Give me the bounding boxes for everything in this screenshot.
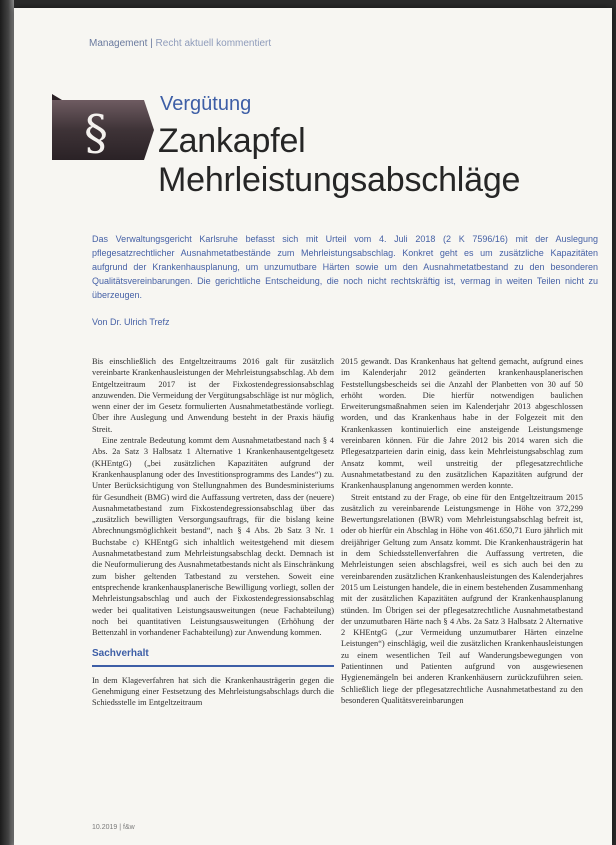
body-column-left: [92, 356, 334, 709]
body-paragraph: Eine zentrale Bedeutung kommt dem Ausnahmetatbestand nach § 4 Abs. 2a Satz 3 Halbsatz 1 Alternative 1 Krankenhausentgeltgesetz (KHEntgG) („bei zusätzlichen Kapazitäten aufgrund der Krankenhausplanung oder des Investitionsprogramms des Landes“) zu. Unter Berücksichtigung von Stellungnahmen des Bundesministeriums für Gesundheit (BMG) wird die Auffassung vertreten, dass der (neuere) Ausnahmetatbestand zum Fixkostendegressionsabschlag über das „zusätzlich bewilligten Versorgungsauftrags, für die bislang keine Abrechnungsmöglichkeit bestand“, nach § 4 Abs. 2b Satz 3 Nr. 1 Buchstabe c) KHEntgG sich inhaltlich weitestgehend mit diesem Ausnahmetatbestand zum Mehrleistungsabschlag deckt. Demnach ist die Neuformulierung des Ausnahmetatbestands nicht als Einschränkung zum bisher geltenden Tatbestand zu verstehen. Soweit eine entsprechende krankenhausplanerische Bewilligung vorliegt, sollen der Mehrleistungsabschlag und auch der Fixkostendegressionsabschlag weder bei qualitativen Leistungsausweitungen (neue Fachabteilung) noch bei quantitativen Leistungsausweitungen (Erhöhung der Bettenzahl in vorhandener Fachabteilung) zur Anwendung kommen.: [92, 436, 334, 638]
body-paragraph: Bis einschließlich des Entgeltzeitraums 2016 galt für zusätzlich vereinbarte Krankenhausleistungen der Mehrleistungsabschlag. Ab dem Entgeltzeitraum 2017 ist der Fixkostendegressionsabschlag anzuwenden. Die Vermeidung der Vergütungsabschläge ist nur möglich, wenn einer der im Gesetz formulierten Ausnahmetatbestände vorliegt. Über ihre Auslegung und Anwendung besteht in der Praxis häufig Streit.: [92, 357, 334, 434]
breadcrumb-section: Management: [89, 38, 148, 49]
paragraph-symbol: §: [84, 105, 108, 161]
body-column-right: [341, 356, 583, 706]
article-title-line1: Zankapfel: [158, 122, 306, 160]
page-footer: 10.2019 | f&w: [92, 824, 135, 831]
article-title-line2: Mehrleistungsabschläge: [158, 161, 521, 199]
article-title: [158, 122, 598, 200]
section-heading-rule: [92, 665, 334, 667]
body-paragraph: In dem Klageverfahren hat sich die Krankenhausträgerin gegen die Genehmigung einer Festsetzung des Mehrleistungsabschlags durch die Schiedsstelle im Entgeltzeitraum: [92, 675, 334, 708]
breadcrumb-separator: |: [150, 38, 153, 49]
article-kicker: Vergütung: [160, 93, 252, 115]
article-author: Von Dr. Ulrich Trefz: [92, 317, 170, 327]
document-page: [14, 8, 612, 845]
article-lead: Das Verwaltungsgericht Karlsruhe befasst sich mit Urteil vom 4. Juli 2018 (2 K 7596/16) mit der Auslegung pflegesatzrechtlicher Ausnahmetatbestände zum Mehrleistungsabschlag. Konkret geht es um zusätzliche Kapazitäten aufgrund der Krankenhausplanung, um unzumutbare Härten sowie um den Ausnahmetatbestand zu den besonderen Qualitätsvereinbarungen. Die gerichtliche Entscheidung, die noch nicht rechtskräftig ist, vermag in weiten Teilen nicht zu überzeugen.: [92, 234, 598, 300]
section-heading: Sachverhalt: [92, 648, 149, 660]
breadcrumb: [89, 38, 271, 49]
page-binding-edge: [0, 0, 14, 845]
body-paragraph: Streit entstand zu der Frage, ob eine für den Entgeltzeitraum 2015 zusätzlich zu vereinbarende Leistungsmenge in Höhe von 372,299 Bewertungsrelationen (BWR) vom Mehrleistungsabschlag befreit ist, oder ob hierfür ein Abschlag in Höhe von 461.650,71 Euro jährlich mit dreijähriger Geltung zum Ansatz kommt. Die Krankenhausträgerin hat in dem Schiedsstellenverfahren die Auffassung vertreten, die Mehrleistungen seien abschlagsfrei, weil es sich auch bei den zu vereinbarenden zusätzlichen Krankenhausleistungen des Kalenderjahres 2015 um Leistungen handele, die in einem bestehenden Zusammenhang mit der zusätzlichen Kapazitäten aufgrund der Krankenhausplanung stünden. Im Übrigen sei der pflegesatzrechtliche Ausnahmetatbestand der unzumutbaren Härte nach § 4 Abs. 2a Satz 3 Halbsatz 2 Alternative 2 KHEntgG („zur Vermeidung unzumutbarer Härten einzelne Leistungen“) einschlägig, weil die zusätzlichen Krankenhausleistungen zu einem wesentlichen Teil auf Wanderungsbewegungen von Patientinnen und Patienten aufgrund von ausgewiesenen Hygienemängeln bei anderen Krankenhäusern zurückzuführen seien. Schließlich liege der pflegesatzrechtliche Ausnahmetatbestand zu den besonderen Qualitätsvereinbarungen: [341, 492, 583, 705]
breadcrumb-subsection: Recht aktuell kommentiert: [155, 38, 272, 49]
body-paragraph: 2015 gewandt. Das Krankenhaus hat geltend gemacht, aufgrund eines im Kalenderjahr 2012 geänderten krankenhausplanerischen Feststellungsbescheids sei die Anzahl der Planbetten von 30 auf 50 erhöht worden. Die hierfür notwendigen baulichen Erweiterungsmaßnahmen seien im Kalenderjahr 2013 abgeschlossen worden, und das Krankenhaus habe in der Folgezeit mit den Krankenkassen kontinuierlich eine ansteigende Leistungsmenge vereinbaren können. Für die Jahre 2012 bis 2014 waren sich die Pflegesatzparteien darin einig, dass kein Mehrleistungsabschlag zum Ansatz kommt, weil unstreitig der pflegesatzrechtliche Ausnahmetatbestand zu den zusätzlichen Kapazitäten aufgrund der Krankenhausplanung angenommen werden konnte.: [341, 357, 583, 491]
paragraph-ribbon-icon: [48, 94, 154, 166]
